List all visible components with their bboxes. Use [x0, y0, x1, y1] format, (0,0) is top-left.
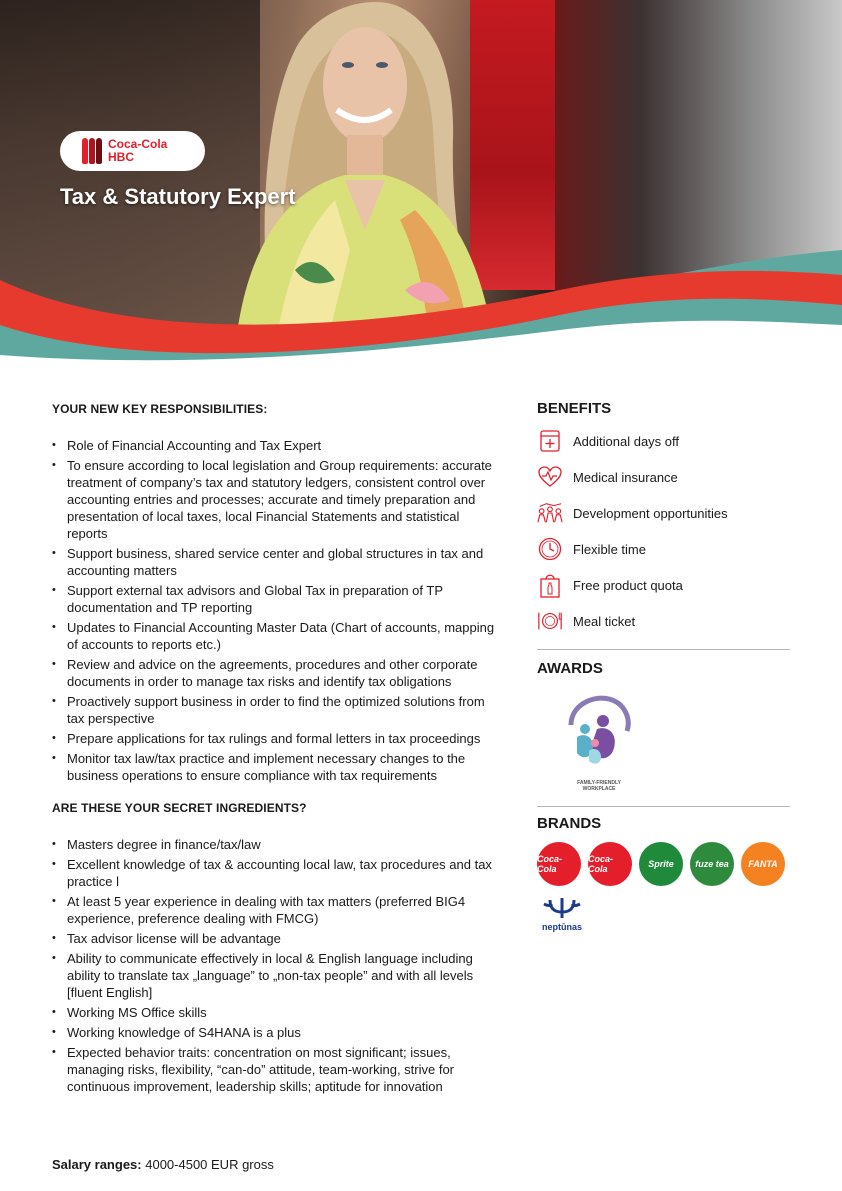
- fanta-logo: FANTA: [741, 842, 785, 886]
- list-item: • Working MS Office skills: [52, 1004, 502, 1021]
- benefit-label: Flexible time: [573, 541, 646, 557]
- list-item: • Review and advice on the agreements, procedures and other corporate documents in order to manage tax risks and identify tax obligations: [52, 656, 502, 690]
- hero-banner: [0, 0, 842, 370]
- list-item: • Updates to Financial Accounting Master Data (Chart of accounts, mapping of accounts to reports etc.): [52, 619, 502, 653]
- ingredients-heading: ARE THESE YOUR SECRET INGREDIENTS?: [52, 801, 307, 815]
- benefits-list: [537, 423, 790, 639]
- brand-logos: [537, 842, 790, 886]
- brands-heading: BRANDS: [537, 815, 602, 832]
- benefit-item: [537, 603, 790, 639]
- benefit-item: [537, 567, 790, 603]
- awards-heading: AWARDS: [537, 660, 603, 677]
- coca-cola-logo: Coca-Cola: [537, 842, 581, 886]
- family-friendly-award-logo: [563, 695, 635, 792]
- fuze-tea-logo: fuze tea: [690, 842, 734, 886]
- list-item: • At least 5 year experience in dealing with tax matters (preferred BIG4 experience, preference dealing with FMCG): [52, 893, 502, 927]
- award-caption: FAMILY-FRIENDLY WORKPLACE: [577, 780, 621, 792]
- calendar-plus-icon: [537, 428, 563, 454]
- decorative-wave: [0, 230, 842, 370]
- neptunas-label: neptūnas: [541, 922, 582, 932]
- job-title: Tax & Statutory Expert: [60, 184, 296, 209]
- clock-icon: [537, 536, 563, 562]
- benefit-item: [537, 459, 790, 495]
- list-item: • Role of Financial Accounting and Tax Expert: [52, 437, 502, 454]
- salary-value: 4000-4500 EUR gross: [145, 1157, 274, 1172]
- benefit-label: Medical insurance: [573, 469, 678, 485]
- trident-icon: [542, 896, 582, 920]
- list-item: • Working knowledge of S4HANA is a plus: [52, 1024, 502, 1041]
- bottles-icon: [82, 138, 102, 164]
- list-item: • Tax advisor license will be advantage: [52, 930, 502, 947]
- coca-cola-logo: Coca-Cola: [588, 842, 632, 886]
- list-item: • Expected behavior traits: concentration on most significant; issues, managing risks, flexibility, “can-do” attitude, team-working, strive for continuous improvement, leadership skills; aptitude for innovation: [52, 1044, 502, 1095]
- logo-text-line1: Coca-Cola: [108, 137, 168, 151]
- list-item: • Monitor tax law/tax practice and implement necessary changes to the business operations to ensure compliance with tax requirements: [52, 750, 502, 784]
- list-item: • Proactively support business in order to find the optimized solutions from tax perspective: [52, 693, 502, 727]
- people-growth-icon: [537, 500, 563, 526]
- heart-pulse-icon: [537, 464, 563, 490]
- sprite-logo: Sprite: [639, 842, 683, 886]
- list-item: • Support business, shared service center and global structures in tax and accounting matters: [52, 545, 502, 579]
- salary-label: Salary ranges:: [52, 1157, 142, 1172]
- list-item: • To ensure according to local legislation and Group requirements: accurate treatment of company’s tax and statutory ledgers, consistent control over accounting entries and processes; accurate and timely preparation and presentation of local taxes, local Financial Statements and statistical reports: [52, 457, 502, 542]
- responsibilities-heading: YOUR NEW KEY RESPONSIBILITIES:: [52, 402, 268, 416]
- sidebar: [537, 400, 790, 932]
- plate-cutlery-icon: [537, 608, 563, 634]
- shopping-bag-icon: [537, 572, 563, 598]
- benefit-label: Meal ticket: [573, 613, 636, 629]
- company-logo: [60, 131, 205, 171]
- logo-text-line2: HBC: [108, 150, 134, 164]
- salary-range: [52, 1157, 274, 1172]
- divider: [537, 806, 790, 807]
- benefit-item: [537, 531, 790, 567]
- benefit-item: [537, 423, 790, 459]
- benefit-item: [537, 495, 790, 531]
- list-item: • Masters degree in finance/tax/law: [52, 836, 502, 853]
- benefits-heading: BENEFITS: [537, 400, 612, 417]
- benefit-label: Development opportunities: [573, 505, 728, 521]
- divider: [537, 649, 790, 650]
- list-item: • Support external tax advisors and Global Tax in preparation of TP documentation and TP reporting: [52, 582, 502, 616]
- benefit-label: Additional days off: [573, 433, 679, 449]
- list-item: • Excellent knowledge of tax & accounting local law, tax procedures and tax practice l: [52, 856, 502, 890]
- job-description: [52, 402, 502, 1098]
- benefit-label: Free product quota: [573, 577, 683, 593]
- list-item: • Prepare applications for tax rulings and formal letters in tax proceedings: [52, 730, 502, 747]
- ingredients-list: [52, 836, 502, 1095]
- responsibilities-list: [52, 437, 502, 784]
- list-item: • Ability to communicate effectively in local & English language including ability to translate tax „language” to „non-tax people” and with all levels [fluent English]: [52, 950, 502, 1001]
- neptunas-logo: [537, 896, 587, 932]
